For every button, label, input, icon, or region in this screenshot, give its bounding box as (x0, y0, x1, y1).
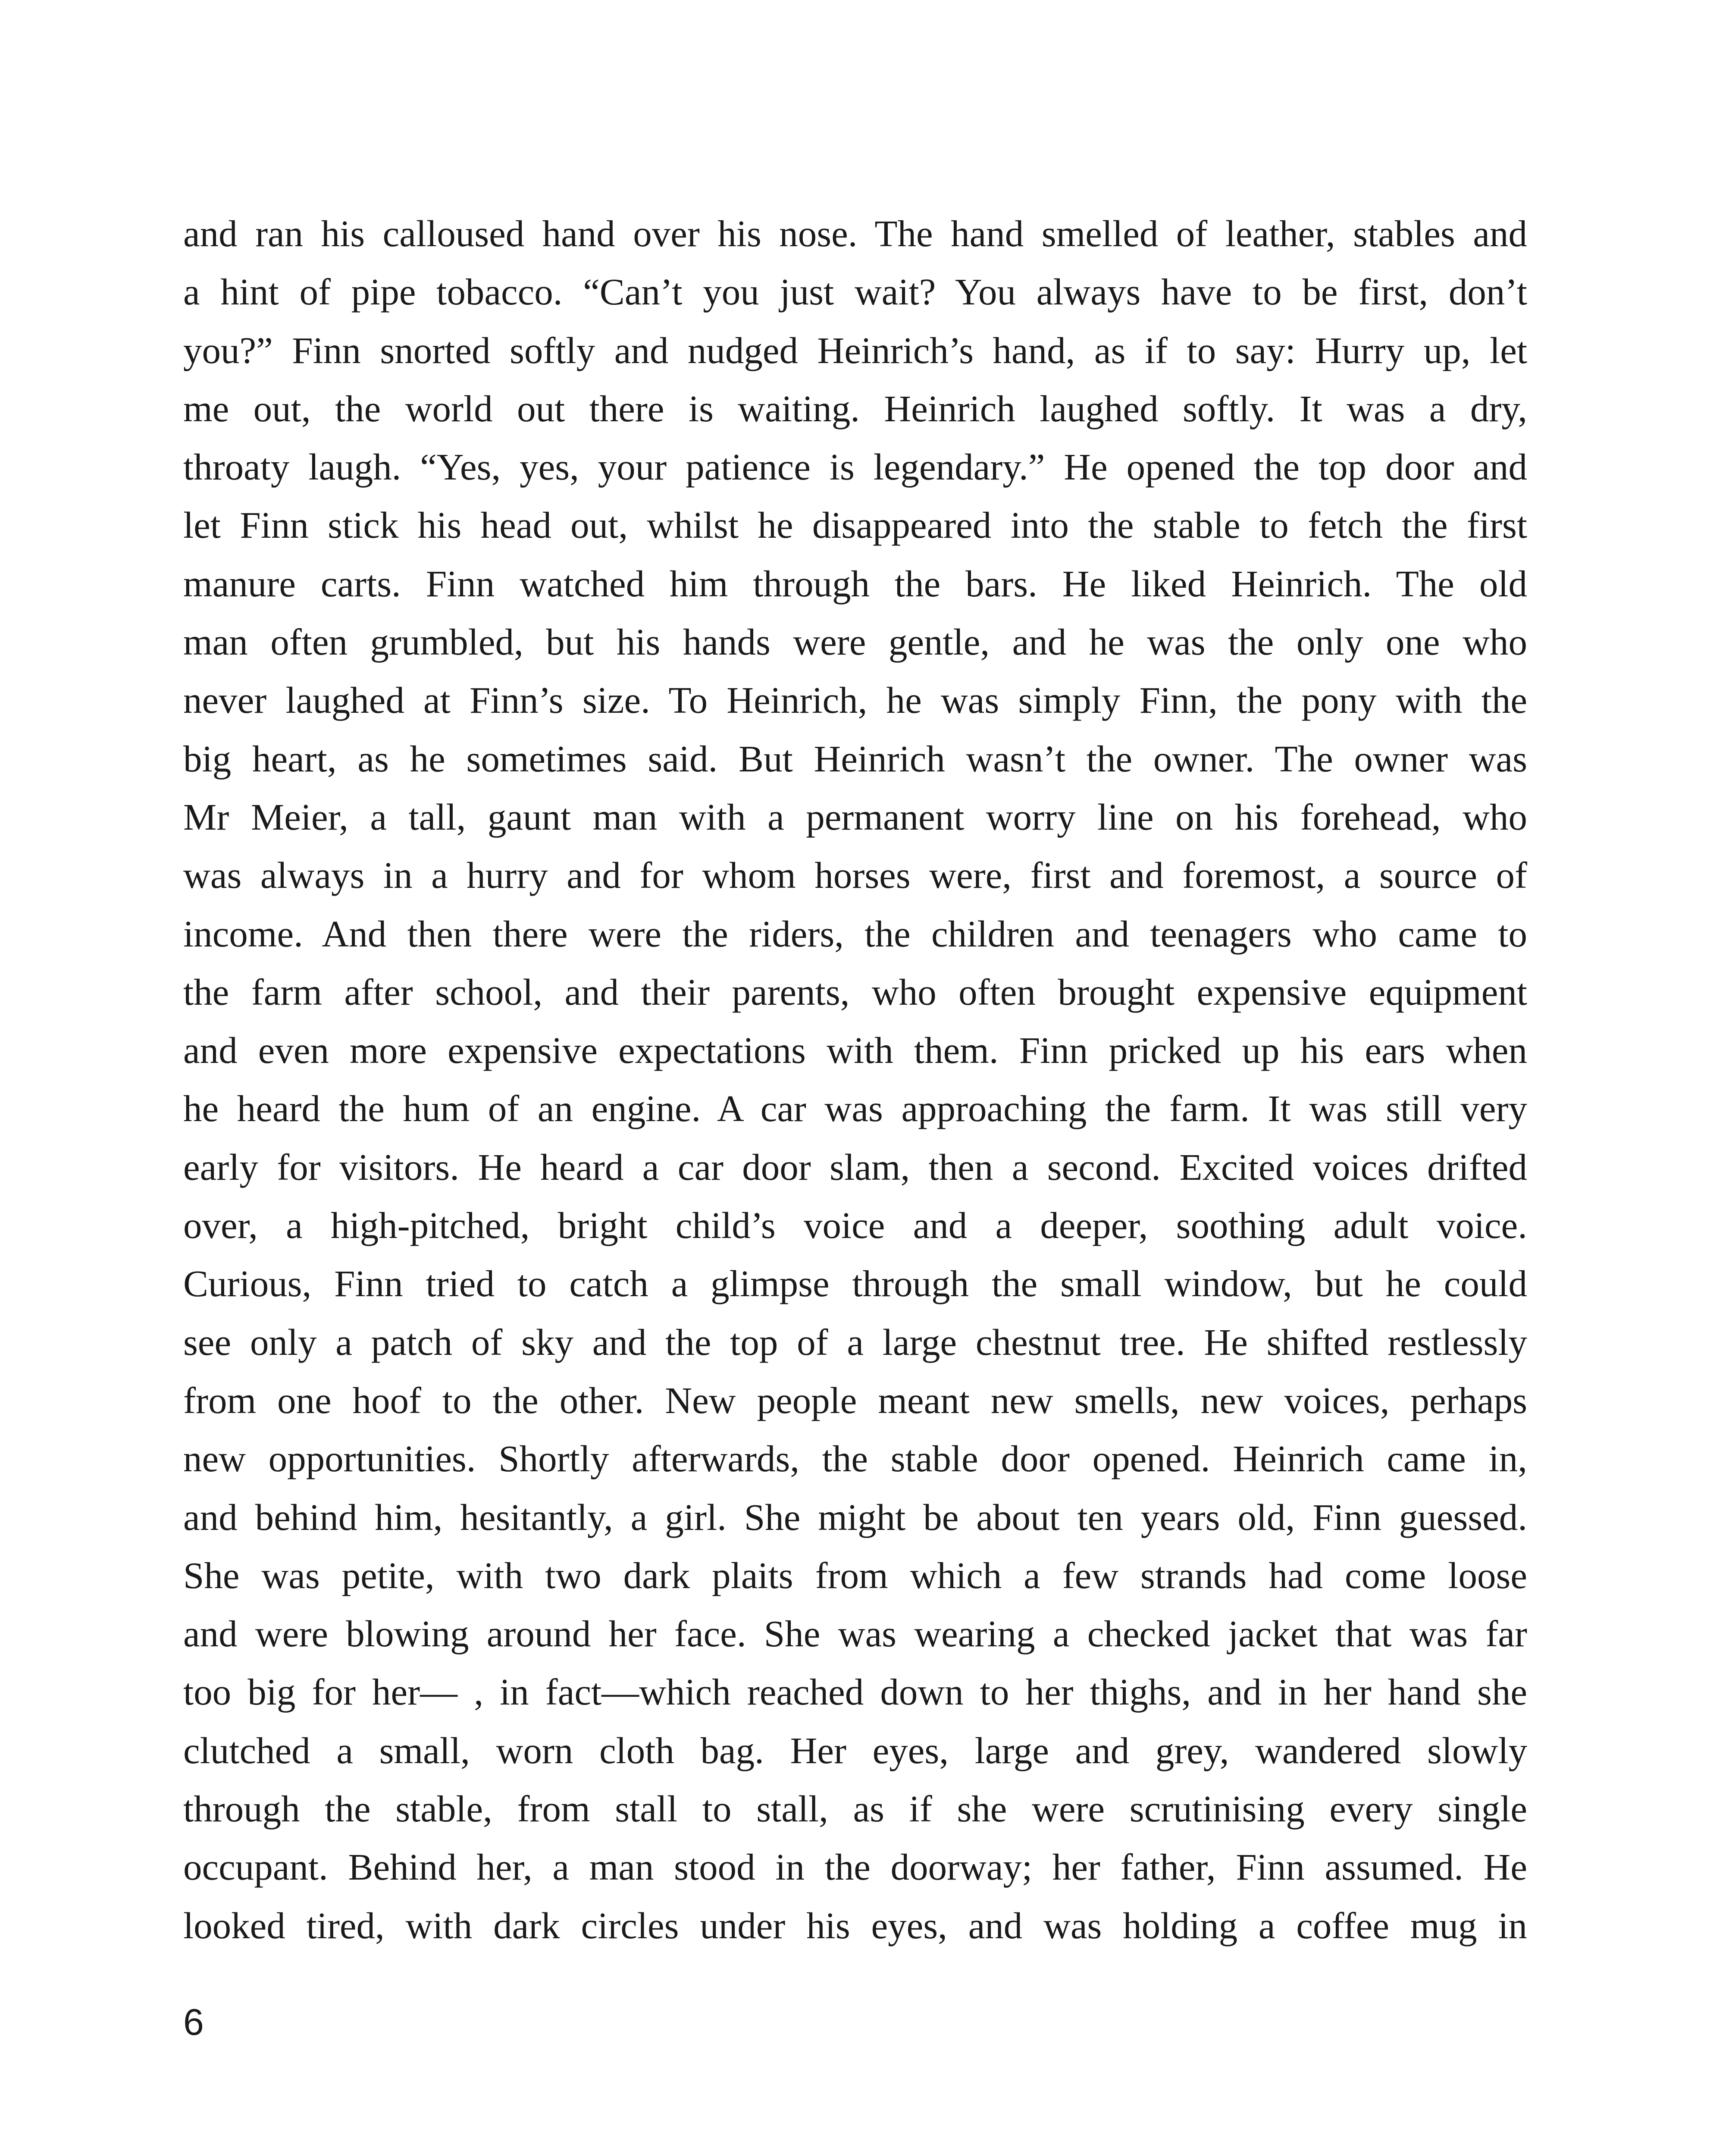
text-line: you?” Finn snorted softly and nudged Heinrich’s hand, as if to say: Hurry up, let (183, 329, 1527, 371)
text-line: he heard the hum of an engine. A car was approaching the farm. It was still very (183, 1087, 1527, 1130)
text-line: occupant. Behind her, a man stood in the doorway; her father, Finn assumed. He (183, 1846, 1527, 1888)
text-line: see only a patch of sky and the top of a large chestnut tree. He shifted restlessly (183, 1321, 1527, 1363)
text-line: never laughed at Finn’s size. To Heinrich, he was simply Finn, the pony with the (183, 679, 1527, 721)
text-line: let Finn stick his head out, whilst he disappeared into the stable to fetch the first (183, 504, 1527, 546)
text-line: new opportunities. Shortly afterwards, the stable door opened. Heinrich came in, (183, 1438, 1527, 1480)
text-line: the farm after school, and their parents, who often brought expensive equipment (183, 971, 1527, 1013)
body-text (183, 204, 1527, 1955)
text-line: from one hoof to the other. New people meant new smells, new voices, perhaps (183, 1379, 1527, 1421)
page-number: 6 (183, 2002, 204, 2043)
text-line: throaty laugh. “Yes, yes, your patience is legendary.” He opened the top door and (183, 446, 1527, 488)
text-line: She was petite, with two dark plaits from which a few strands had come loose (183, 1554, 1527, 1596)
text-line: Curious, Finn tried to catch a glimpse through the small window, but he could (183, 1263, 1527, 1305)
text-line: over, a high-pitched, bright child’s voice and a deeper, soothing adult voice. (183, 1204, 1527, 1247)
text-line: clutched a small, worn cloth bag. Her eyes, large and grey, wandered slowly (183, 1729, 1527, 1771)
text-line: and behind him, hesitantly, a girl. She might be about ten years old, Finn guessed. (183, 1496, 1527, 1538)
text-line: me out, the world out there is waiting. Heinrich laughed softly. It was a dry, (183, 387, 1527, 429)
text-line: and ran his calloused hand over his nose. The hand smelled of leather, stables and (183, 213, 1527, 254)
text-line: income. And then there were the riders, the children and teenagers who came to (183, 912, 1527, 955)
text-line: and were blowing around her face. She was wearing a checked jacket that was far (183, 1613, 1527, 1655)
text-line: manure carts. Finn watched him through the bars. He liked Heinrich. The old (183, 562, 1527, 605)
text-line: through the stable, from stall to stall, as if she were scrutinising every single (183, 1788, 1527, 1830)
text-line: looked tired, with dark circles under his eyes, and was holding a coffee mug in (183, 1904, 1527, 1946)
text-line: Mr Meier, a tall, gaunt man with a permanent worry line on his forehead, who (183, 796, 1527, 838)
text-line: early for visitors. He heard a car door slam, then a second. Excited voices drifted (183, 1146, 1527, 1188)
text-line: too big for her— , in fact—which reached down to her thighs, and in her hand she (183, 1671, 1527, 1713)
text-line: man often grumbled, but his hands were gentle, and he was the only one who (183, 621, 1527, 663)
text-line: was always in a hurry and for whom horses were, first and foremost, a source of (183, 854, 1527, 896)
text-line: a hint of pipe tobacco. “Can’t you just wait? You always have to be first, don’t (183, 271, 1527, 313)
text-line: big heart, as he sometimes said. But Heinrich wasn’t the owner. The owner was (183, 737, 1527, 780)
text-line: and even more expensive expectations with them. Finn pricked up his ears when (183, 1029, 1527, 1072)
